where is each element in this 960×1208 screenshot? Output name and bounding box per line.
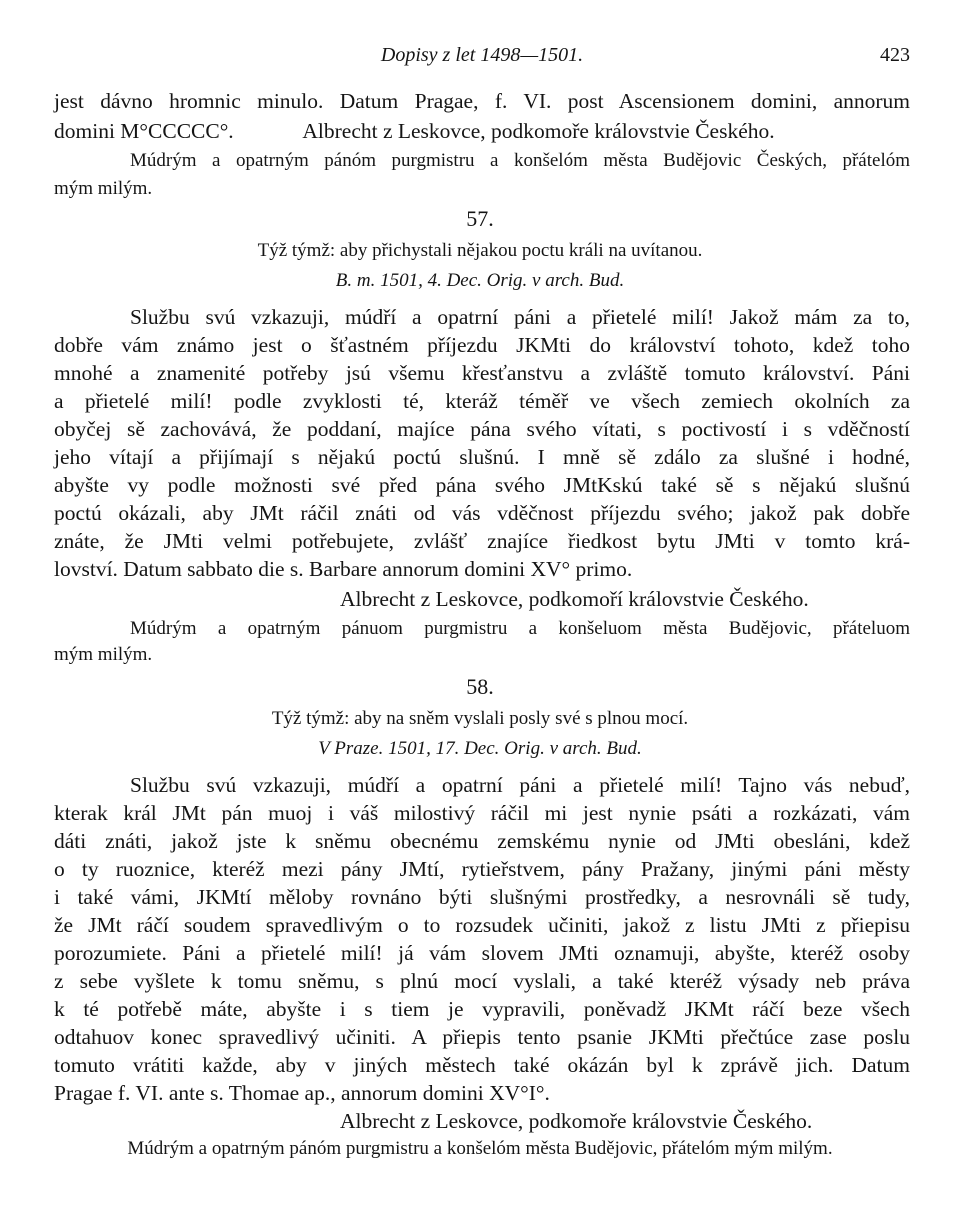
signature: Albrecht z Leskovce, podkomoře královstvie Českého. [340,1109,813,1133]
text-line: o ty ruoznice, kteréž mezi pány JMtí, rytieřstvem, pány Pražany, jinými páni městy [54,857,910,881]
text-line: Službu svú vzkazuji, múdří a opatrní páni a přietelé milí! Tajno vás nebuď, [130,773,910,797]
text-line: že JMt ráčí soudem spravedlivým o to rozsudek učiniti, jakož z listu JMti z přiepisu [54,913,910,937]
letter-number: 57. [466,206,494,231]
text-line: kterak král JMt pán muoj i váš milostivý ráčil mi jest nynie psáti a rozkázati, vám [54,801,910,825]
letter-summary: Týž týmž: aby na sněm vyslali posly své s plnou mocí. [271,708,689,729]
letter-number: 58. [466,674,494,699]
address-line: mým milým. [54,644,153,665]
text-line: tomuto vrátiti každe, aby v jiných městech také okázán byl k zprávě jich. Datum [54,1053,910,1077]
text-line: lovství. Datum sabbato die s. Barbare annorum domini XV° primo. [54,557,633,581]
text-line: porozumiete. Páni a přietelé milí! já vám slovem JMti oznamuji, abyšte, kteréž osoby [54,941,910,965]
text-line: a přietelé milí! podle zvyklosti té, kteráž téměř ve všech zemiech okolních za [54,389,910,413]
page-header [54,40,910,70]
text-line: odtahuov konec spravedlivý učiniti. A přiepis tento psanie JKMti přečtúce zase poslu [54,1025,910,1049]
page-number: 423 [880,44,910,66]
text-line: jeho vítají a přijímají s nějakú poctú slušnú. I mně sě zdálo za slušné i hodné, [54,445,910,469]
text-line: jest dávno hromnic minulo. Datum Pragae, f. VI. post Ascensionem domini, annorum [54,89,910,113]
address-line: Múdrým a opatrným pánóm purgmistru a konšelóm města Budějovic, přátelóm mým milým. [127,1138,833,1159]
text-line: k té potřebě máte, abyšte i s tiem je vypravili, poněvadž JKMt ráčí beze všech [54,997,910,1021]
text-line: mnohé a znamenité potřeby jsú všemu křesťanstvu a zvláště tomuto království. Páni [54,361,910,385]
text-line: poctú okázali, aby JMt ráčil znáti od vás vděčnost příjezdu svého; jakož pak dobře [54,501,910,525]
text-line: Službu svú vzkazuji, múdří a opatrní páni a přietelé milí! Jakož mám za to, [130,305,910,329]
text-line: obyčej sě zachovává, že poddaní, majíce pána svého vítati, s poctivostí i s vděčností [54,417,910,441]
address-line: mým milým. [54,178,153,199]
letter-summary: Týž týmž: aby přichystali nějakou poctu králi na uvítanou. [257,240,703,261]
text-line: z sebe vyšlete k tomu sněmu, s plnú mocí vyslali, a také kteréž výsady neb práva [54,969,910,993]
text-line: abyšte vy podle možnosti své před pána svého JMtKskú také sě s nějakú slušnú [54,473,910,497]
signature: Albrecht z Leskovce, podkomoří královstvie Českého. [340,587,809,611]
running-title: Dopisy z let 1498—1501. [380,44,584,66]
address-line: Múdrým a opatrným pánuom purgmistru a konšeluom města Budějovic, přáteluom [130,618,910,639]
text-line: domini M°CCCCC°. Albrecht z Leskovce, podkomoře královstvie Českého. [54,119,775,143]
address-line: Múdrým a opatrným pánóm purgmistru a konšelóm města Budějovic Českých, přátelóm [130,150,910,171]
text-line: i také vámi, JKMtí měloby rovnáno býti slušnými prostředky, a nesrovnáli sě tudy, [54,885,910,909]
text-line: dáti znáti, jakož jste k sněmu obecnému zemskému nynie od JMti obesláni, kdež [54,829,910,853]
letter-source: B. m. 1501, 4. Dec. Orig. v arch. Bud. [335,270,625,291]
text-line: znáte, že JMti velmi potřebujete, zvlášť znajíce řiedkost bytu JMti v tomto krá- [54,529,910,553]
letter-source: V Praze. 1501, 17. Dec. Orig. v arch. Bud. [318,738,642,759]
text-line: Pragae f. VI. ante s. Thomae ap., annorum domini XV°I°. [54,1081,550,1105]
text-line: dobře vám známo jest o šťastném příjezdu JKMti do království tohoto, kdež toho [54,333,910,357]
